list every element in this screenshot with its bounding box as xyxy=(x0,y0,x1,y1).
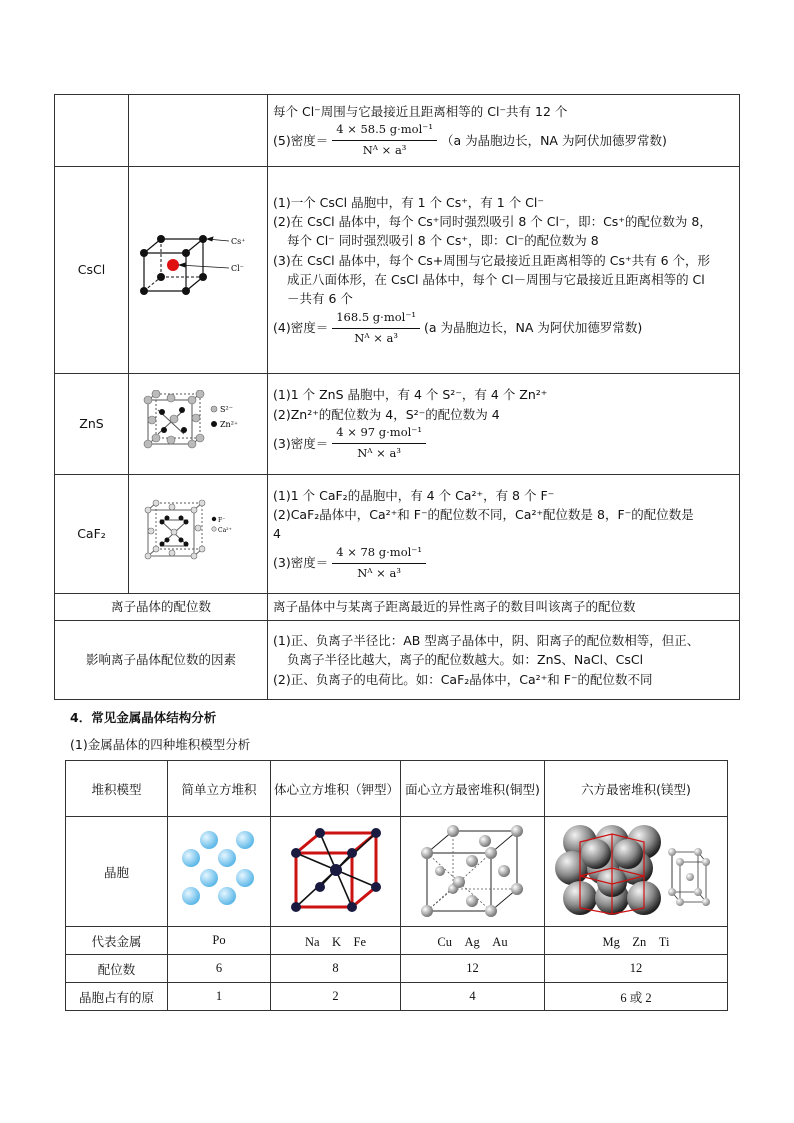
value-cell: Mg Zn Ti xyxy=(545,927,728,955)
face-centered-cubic-image xyxy=(413,823,533,917)
value-cell: 2 xyxy=(271,983,401,1011)
compound-name: CsCl xyxy=(55,167,129,374)
description-cell xyxy=(268,374,740,475)
header-cell: 简单立方堆积 xyxy=(168,761,271,817)
table-row-factors xyxy=(55,621,740,700)
header-row xyxy=(66,761,728,817)
metal-crystal-table xyxy=(65,760,728,1011)
body-centered-cubic-image xyxy=(286,825,386,915)
table-row-cscl xyxy=(55,167,740,374)
row-label: 代表金属 xyxy=(66,927,168,955)
image-cell xyxy=(401,817,545,927)
text-line: (2)在 CsCl 晶体中，每个 Cs⁺同时强烈吸引 8 个 Cl⁻，即：Cs⁺的配位数为 8， xyxy=(273,213,712,229)
text-line: 每个 Cl⁻ 同时强烈吸引 8 个 Cs⁺，即：Cl⁻的配位数为 8 xyxy=(287,233,599,249)
text-line: (2)CaF₂晶体中，Ca²⁺和 F⁻的配位数不同，Ca²⁺配位数是 8，F⁻的配位数是 xyxy=(273,507,694,522)
cell-image-row xyxy=(66,817,728,927)
zns-unit-cell-image xyxy=(134,390,262,452)
empty-name-cell xyxy=(55,95,129,167)
value-cell: Cu Ag Au xyxy=(401,927,545,955)
ca-ion-legend: Ca²⁺ xyxy=(218,527,232,535)
header-cell: 六方最密堆积(镁型) xyxy=(545,761,728,817)
value-cell: 12 xyxy=(401,955,545,983)
image-cell xyxy=(129,167,268,374)
description-cell xyxy=(268,95,740,167)
image-cell xyxy=(168,817,271,927)
text-line: 负离子半径比越大，离子的配位数越大。如：ZnS、NaCl、CsCl xyxy=(287,652,644,668)
value-cell: 8 xyxy=(271,955,401,983)
description-cell xyxy=(268,475,740,594)
cscl-unit-cell-image xyxy=(134,227,262,307)
cs-ion-label: Cs⁺ xyxy=(231,237,246,247)
text-line: (1)1 个 ZnS 晶胞中，有 4 个 S²⁻，有 4 个 Zn²⁺ xyxy=(273,387,548,403)
text-line: －共有 6 个 xyxy=(287,291,353,307)
value-cell: Na K Fe xyxy=(271,927,401,955)
text-line: (1)1 个 CaF₂的晶胞中，有 4 个 Ca²⁺，有 8 个 F⁻ xyxy=(273,487,555,503)
simple-cubic-image xyxy=(173,828,265,912)
image-cell xyxy=(129,374,268,475)
header-cell: 体心立方堆积（钾型） xyxy=(271,761,401,817)
compound-name: ZnS xyxy=(55,374,129,475)
row-label: 离子晶体的配位数 xyxy=(55,594,268,621)
value-cell: 4 xyxy=(401,983,545,1011)
table-row-caf2 xyxy=(55,475,740,594)
text-line: (1)一个 CsCl 晶胞中，有 1 个 Cs⁺，有 1 个 Cl⁻ xyxy=(273,194,544,210)
table-row xyxy=(66,955,728,983)
text-line: 4 xyxy=(273,526,281,542)
text-line: (3)在 CsCl 晶体中，每个 Cs+周围与它最接近且距离相等的 Cs⁺共有 6 个，形 xyxy=(273,252,710,268)
text-line: 成正八面体形，在 CsCl 晶体中，每个 Cl－周围与它最接近且距离相等的 Cl xyxy=(287,272,705,288)
section-title: 4．常见金属晶体结构分析 xyxy=(70,710,217,725)
value-cell: 6 xyxy=(168,955,271,983)
text-line: 每个 Cl⁻周围与它最接近且距离相等的 Cl⁻共有 12 个 xyxy=(273,103,568,119)
ionic-crystal-table xyxy=(54,94,740,700)
value-cell: Po xyxy=(168,927,271,955)
fraction: $\frac{\text{4 × 97 g·mol⁻¹}}{\text{Nᴬ × a³}}$ xyxy=(332,424,426,463)
zn-ion-legend: Zn²⁺ xyxy=(220,420,239,430)
density-formula: (4)密度＝ $\frac{\text{168.5 g·mol⁻¹}}{\text{Nᴬ × a³}}$ (a 为晶胞边长，NA 为阿伏加德罗常数) xyxy=(273,309,734,348)
table-row xyxy=(55,95,740,167)
f-ion-legend: F⁻ xyxy=(218,517,226,525)
density-formula: (3)密度＝ $\frac{\text{4 × 97 g·mol⁻¹}}{\text{Nᴬ × a³}}$ xyxy=(273,424,734,463)
value-cell: 12 xyxy=(545,955,728,983)
table-row xyxy=(66,927,728,955)
table-row-coordination xyxy=(55,594,740,621)
empty-image-cell xyxy=(129,95,268,167)
image-cell xyxy=(129,475,268,594)
header-cell: 堆积模型 xyxy=(66,761,168,817)
fraction: $\frac{\text{4 × 58.5 g·mol⁻¹}}{\text{Nᴬ × a³}}$ xyxy=(332,121,437,160)
s-ion-legend: S²⁻ xyxy=(220,405,233,415)
text-line: (2)正、负离子的电荷比。如：CaF₂晶体中，Ca²⁺和 F⁻的配位数不同 xyxy=(273,671,653,687)
row-label: 影响离子晶体配位数的因素 xyxy=(55,621,268,700)
fraction: $\frac{\text{4 × 78 g·mol⁻¹}}{\text{Nᴬ × a³}}$ xyxy=(332,544,426,583)
header-cell: 面心立方最密堆积(铜型) xyxy=(401,761,545,817)
description-cell xyxy=(268,621,740,700)
value-cell: 6 或 2 xyxy=(545,983,728,1011)
row-label: 晶胞占有的原 xyxy=(66,983,168,1011)
row-label: 晶胞 xyxy=(66,817,168,927)
description-cell xyxy=(268,167,740,374)
text-line: (2)Zn²⁺的配位数为 4，S²⁻的配位数为 4 xyxy=(273,406,500,422)
description-cell: 离子晶体中与某离子距离最近的异性离子的数目叫该离子的配位数 xyxy=(268,594,740,621)
hexagonal-close-packed-image xyxy=(550,822,722,918)
text-line: (1)正、负离子半径比：AB 型离子晶体中，阴、阳离子的配位数相等，但正、 xyxy=(273,632,700,648)
density-formula: (5)密度＝ $\frac{\text{4 × 58.5 g·mol⁻¹}}{\text{Nᴬ × a³}}$ （a 为晶胞边长，NA 为阿伏加德罗常数) xyxy=(273,121,734,160)
section-subtitle: (1)金属晶体的四种堆积模型分析 xyxy=(70,737,251,752)
image-cell xyxy=(271,817,401,927)
table-row xyxy=(66,983,728,1011)
density-formula: (3)密度＝ $\frac{\text{4 × 78 g·mol⁻¹}}{\text{Nᴬ × a³}}$ xyxy=(273,544,734,583)
fraction: $\frac{\text{168.5 g·mol⁻¹}}{\text{Nᴬ × a³}}$ xyxy=(332,309,420,348)
cl-ion-label: Cl⁻ xyxy=(231,264,244,274)
value-cell: 1 xyxy=(168,983,271,1011)
compound-name: CaF₂ xyxy=(55,475,129,594)
table-row-zns xyxy=(55,374,740,475)
caf2-unit-cell-image xyxy=(134,498,262,564)
image-cell xyxy=(545,817,728,927)
row-label: 配位数 xyxy=(66,955,168,983)
